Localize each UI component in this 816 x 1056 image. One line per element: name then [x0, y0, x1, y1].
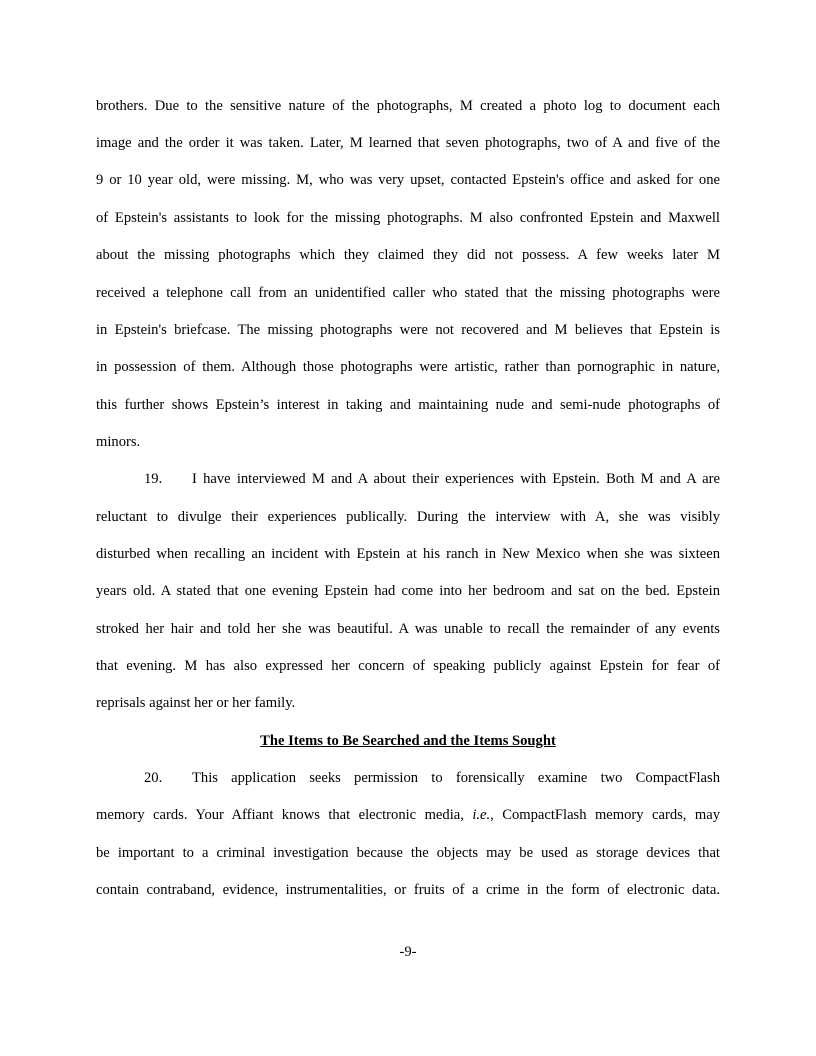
paragraph-18-line-1: brothers. Due to the sensitive nature of the photographs, M created a photo log to document each — [96, 98, 720, 114]
paragraph-19-line-3: disturbed when recalling an incident with Epstein at his ranch in New Mexico when she was sixteen — [96, 546, 720, 562]
page-number: -9- — [399, 944, 417, 960]
paragraph-18-line-10: minors. — [96, 434, 141, 450]
paragraph-20-line-4: contain contraband, evidence, instrumentalities, or fruits of a crime in the form of electronic data. — [96, 882, 720, 898]
paragraph-18-line-2: image and the order it was taken. Later, M learned that seven photographs, two of A and five of the — [96, 135, 720, 151]
paragraph-18-line-7: in Epstein's briefcase. The missing photographs were not recovered and M believes that Epstein is — [96, 322, 720, 338]
paragraph-20-line-2 — [96, 806, 720, 824]
paragraph-20-number: 20. — [144, 770, 163, 786]
paragraph-20-line-1: This application seeks permission to forensically examine two CompactFlash — [192, 770, 720, 786]
paragraph-19-line-7: reprisals against her or her family. — [96, 695, 296, 711]
paragraph-19-line-1: I have interviewed M and A about their experiences with Epstein. Both M and A are — [192, 471, 720, 487]
paragraph-18-line-8: in possession of them. Although those photographs were artistic, rather than pornographic in nature, — [96, 359, 720, 375]
paragraph-18-line-3: 9 or 10 year old, were missing. M, who was very upset, contacted Epstein's office and asked for one — [96, 172, 720, 188]
paragraph-19-line-2: reluctant to divulge their experiences publically. During the interview with A, she was visibly — [96, 509, 720, 525]
paragraph-18-line-9: this further shows Epstein’s interest in taking and maintaining nude and semi-nude photographs of — [96, 397, 720, 413]
paragraph-19-line-5: stroked her hair and told her she was beautiful. A was unable to recall the remainder of any events — [96, 621, 720, 637]
paragraph-20-line-2-end: , CompactFlash memory cards, may — [490, 807, 720, 823]
paragraph-18-line-4: of Epstein's assistants to look for the missing photographs. M also confronted Epstein and Maxwell — [96, 210, 720, 226]
paragraph-19-number: 19. — [144, 471, 163, 487]
paragraph-18-line-5: about the missing photographs which they claimed they did not possess. A few weeks later M — [96, 247, 720, 263]
paragraph-20-line-2-italic: i.e. — [472, 807, 491, 823]
paragraph-20-line-2-start: memory cards. Your Affiant knows that electronic media, — [96, 807, 473, 823]
paragraph-19-line-6: that evening. M has also expressed her concern of speaking publicly against Epstein for fear of — [96, 658, 720, 674]
section-heading: The Items to Be Searched and the Items Sought — [260, 733, 556, 749]
paragraph-18-line-6: received a telephone call from an unidentified caller who stated that the missing photographs were — [96, 285, 720, 301]
paragraph-19-line-4: years old. A stated that one evening Epstein had come into her bedroom and sat on the bed. Epstein — [96, 583, 720, 599]
paragraph-20-line-3: be important to a criminal investigation because the objects may be used as storage devices that — [96, 845, 720, 861]
